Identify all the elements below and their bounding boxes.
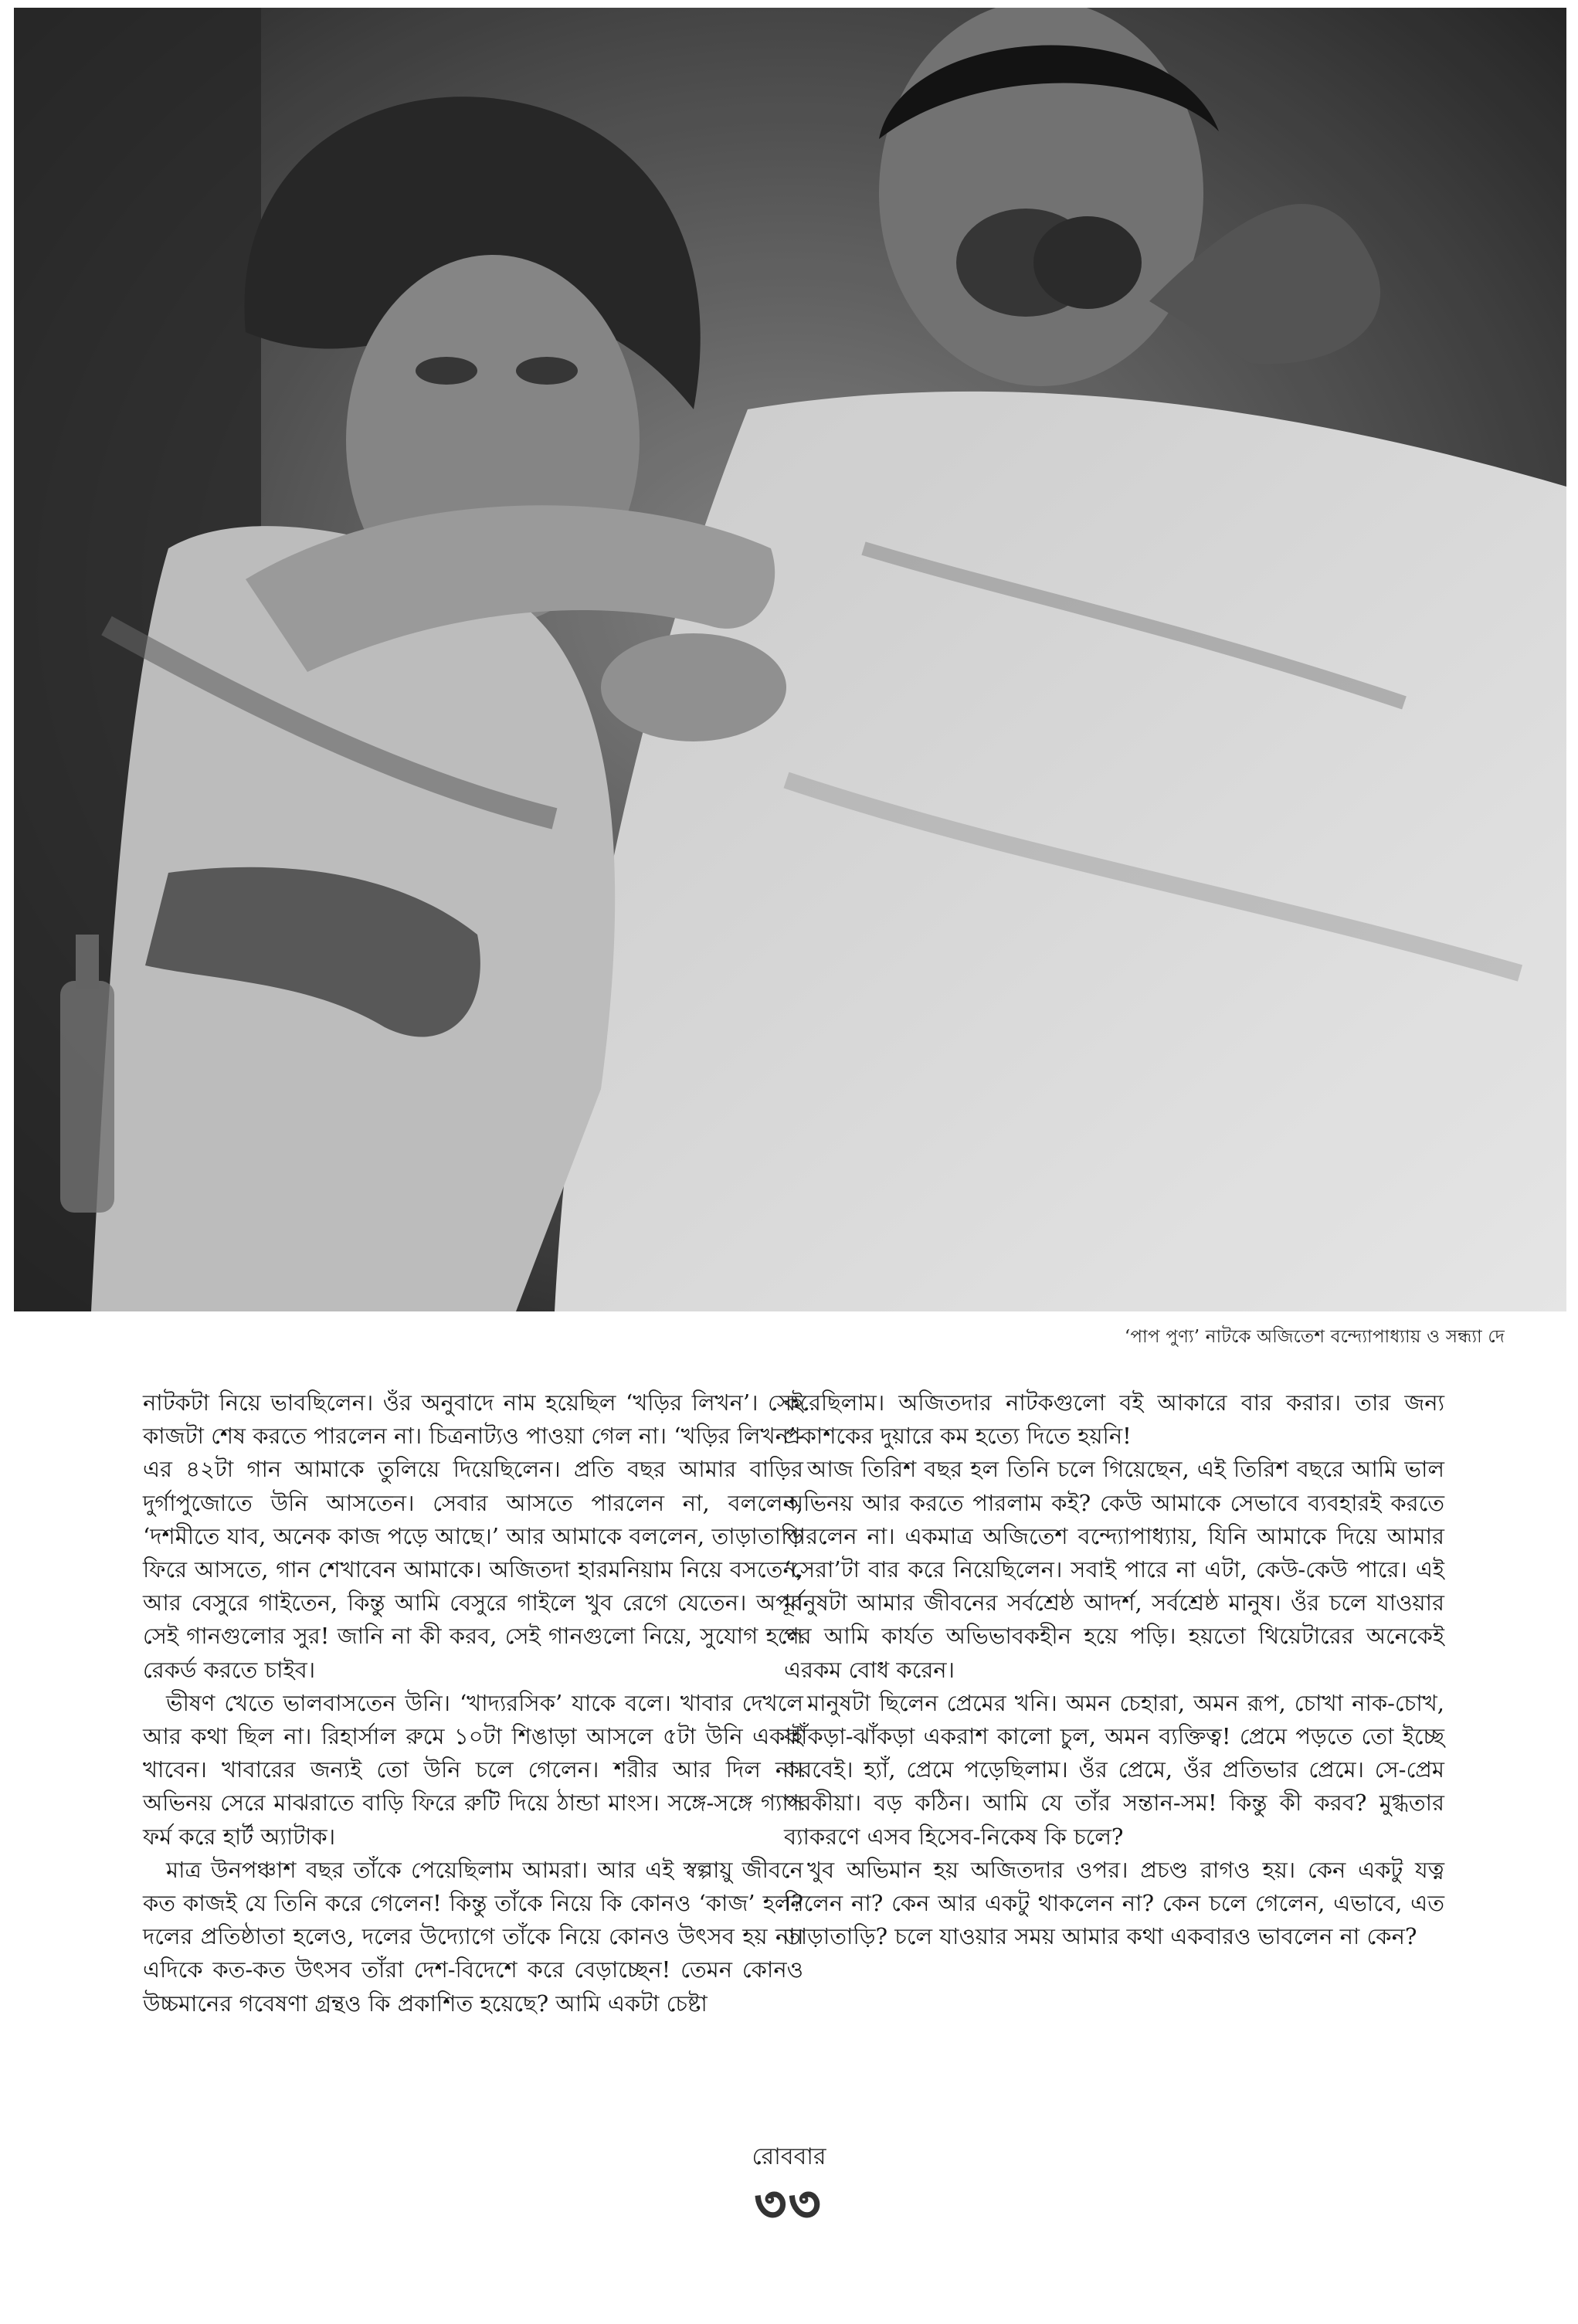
article-column-left [143, 1386, 803, 2020]
paragraph: নাটকটা নিয়ে ভাবছিলেন। ওঁর অনুবাদে নাম হয়েছিল ‘খড়ির লিখন’। সেই কাজটা শেষ করতে পারলেন না। চিত্রনাট্যও পাওয়া গেল না। ‘খড়ির লিখন’-এর ৪২টা গান আমাকে তুলিয়ে দিয়েছিলেন। প্রতি বছর আমার বাড়ির দুর্গাপুজোতে উনি আসতেন। সেবার আসতে পারলেন না, বললেন, ‘দশমীতে যাব, অনেক কাজ পড়ে আছে।’ আর আমাকে বললেন, তাড়াতাড়ি ফিরে আসতে, গান শেখাবেন আমাকে। অজিতদা হারমনিয়াম নিয়ে বসতেন, আর বেসুরে গাইতেন, কিন্তু আমি বেসুরে গাইলে খুব রেগে যেতেন। অপূর্ব সেই গানগুলোর সুর! জানি না কী করব, সেই গানগুলো নিয়ে, সুযোগ হলে রেকর্ড করতে চাইব। [143, 1389, 803, 1683]
featured-photo [14, 8, 1566, 1311]
photo-illustration [14, 8, 1566, 1311]
article-column-right [784, 1386, 1444, 1953]
paragraph: মাত্র উনপঞ্চাশ বছর তাঁকে পেয়েছিলাম আমরা। আর এই স্বল্পায়ু জীবনে কত কাজই যে তিনি করে গেলেন! কিন্তু তাঁকে নিয়ে কি কোনও ‘কাজ’ হল? দলের প্রতিষ্ঠাতা হলেও, দলের উদ্যোগে তাঁকে নিয়ে কোনও উৎসব হয় না। এদিকে কত-কত উৎসব তাঁরা দেশ-বিদেশে করে বেড়াচ্ছেন! তেমন কোনও উচ্চমানের গবেষণা গ্রন্থও কি প্রকাশিত হয়েছে? আমি একটা চেষ্টা [143, 1856, 803, 2017]
page-footer [0, 2138, 1578, 2232]
paragraph: করেছিলাম। অজিতদার নাটকগুলো বই আকারে বার করার। তার জন্য প্রকাশকের দুয়ারে কম হত্যে দিতে হয়নি! [784, 1389, 1444, 1450]
paragraph: ভীষণ খেতে ভালবাসতেন উনি। ‘খাদ্যরসিক’ যাকে বলে। খাবার দেখলে আর কথা ছিল না। রিহার্সাল রুমে ১০টা শিঙাড়া আসলে ৫টা উনি একাই খাবেন। খাবারের জন্যই তো উনি চলে গেলেন। শরীর আর দিল না। অভিনয় সেরে মাঝরাতে বাড়ি ফিরে রুটি দিয়ে ঠান্ডা মাংস। সঙ্গে-সঙ্গে গ্যাস ফর্ম করে হার্ট অ্যাটাক। [143, 1689, 803, 1850]
paragraph: মানুষটা ছিলেন প্রেমের খনি। অমন চেহারা, অমন রূপ, চোখা নাক-চোখ, ঝাঁকড়া-ঝাঁকড়া একরাশ কালো চুল, অমন ব্যক্তিত্ব! প্রেমে পড়তে তো ইচ্ছে করবেই। হ্যাঁ, প্রেমে পড়েছিলাম। ওঁর প্রেমে, ওঁর প্রতিভার প্রেমে। সে-প্রেম পরকীয়া। বড় কঠিন। আমি যে তাঁর সন্তান-সম! কিন্তু কী করব? মুগ্ধতার ব্যাকরণে এসব হিসেব-নিকেষ কি চলে? [784, 1689, 1444, 1850]
paragraph: খুব অভিমান হয় অজিতদার ওপর। প্রচণ্ড রাগও হয়। কেন একটু যত্ন নিলেন না? কেন আর একটু থাকলেন না? কেন চলে গেলেন, এভাবে, এত তাড়াতাড়ি? চলে যাওয়ার সময় আমার কথা একবারও ভাবলেন না কেন? [784, 1856, 1444, 1950]
page-number: ৩৩ [755, 2176, 823, 2232]
magazine-name: রোববার [752, 2143, 826, 2170]
photo-caption: ‘পাপ পুণ্য’ নাটকে অজিতেশ বন্দ্যোপাধ্যায় ও সন্ধ্যা দে [1124, 1327, 1505, 1347]
paragraph: আজ তিরিশ বছর হল তিনি চলে গিয়েছেন, এই তিরিশ বছরে আমি ভাল অভিনয় আর করতে পারলাম কই? কেউ আমাকে সেভাবে ব্যবহারই করতে পারলেন না। একমাত্র অজিতেশ বন্দ্যোপাধ্যায়, যিনি আমাকে দিয়ে আমার ‘সেরা’টা বার করে নিয়েছিলেন। সবাই পারে না এটা, কেউ-কেউ পারে। এই মানুষটা আমার জীবনের সর্বশ্রেষ্ঠ আদর্শ, সর্বশ্রেষ্ঠ মানুষ। ওঁর চলে যাওয়ার পর আমি কার্যত অভিভাবকহীন হয়ে পড়ি। হয়তো থিয়েটারের অনেকেই এরকম বোধ করেন। [784, 1456, 1444, 1683]
